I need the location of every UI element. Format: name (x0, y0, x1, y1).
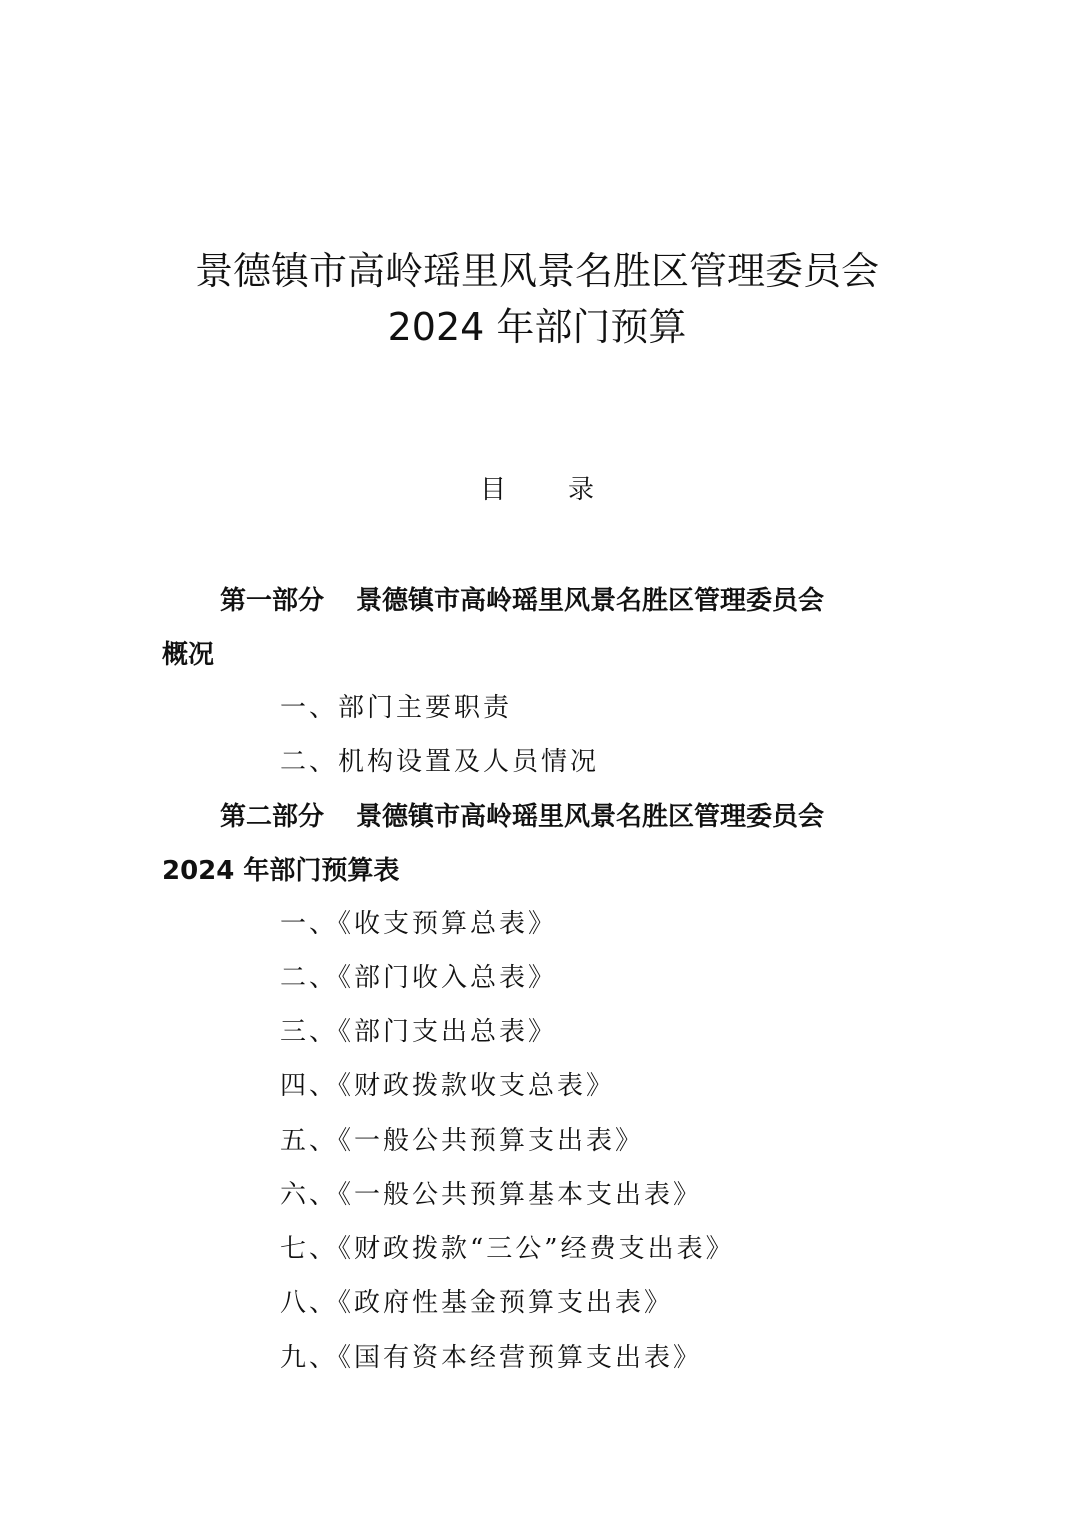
toc-item: 一、部门主要职责 (280, 693, 513, 723)
part2-label: 第二部分 (220, 802, 325, 832)
document-title-line2: 2024 年部门预算 (387, 305, 687, 349)
toc-item: 五、《一般公共预算支出表》 (280, 1126, 645, 1156)
toc-heading (0, 470, 1074, 510)
part2-title-continuation: 2024 年部门预算表 (162, 856, 400, 886)
toc-item: 九、《国有资本经营预算支出表》 (280, 1343, 703, 1373)
part1-heading (220, 581, 824, 621)
part1-label: 第一部分 (220, 586, 325, 616)
part1-title: 景德镇市高岭瑶里风景名胜区管理委员会 (356, 586, 825, 616)
part2-title: 景德镇市高岭瑶里风景名胜区管理委员会 (356, 802, 825, 832)
toc-item: 六、《一般公共预算基本支出表》 (280, 1180, 703, 1210)
toc-heading-char2: 录 (568, 475, 595, 505)
toc-item: 二、《部门收入总表》 (280, 963, 558, 993)
part2-heading (220, 797, 824, 837)
toc-item: 七、《财政拨款“三公”经费支出表》 (280, 1234, 735, 1264)
toc-item: 八、《政府性基金预算支出表》 (280, 1288, 674, 1318)
toc-item: 二、机构设置及人员情况 (280, 747, 600, 777)
document-title-line1: 景德镇市高岭瑶里风景名胜区管理委员会 (194, 249, 879, 293)
toc-item: 三、《部门支出总表》 (280, 1017, 558, 1047)
part1-title-continuation: 概况 (162, 640, 215, 670)
toc-item: 一、《收支预算总表》 (280, 909, 558, 939)
toc-heading-char1: 目 (479, 475, 506, 505)
toc-item: 四、《财政拨款收支总表》 (280, 1071, 616, 1101)
